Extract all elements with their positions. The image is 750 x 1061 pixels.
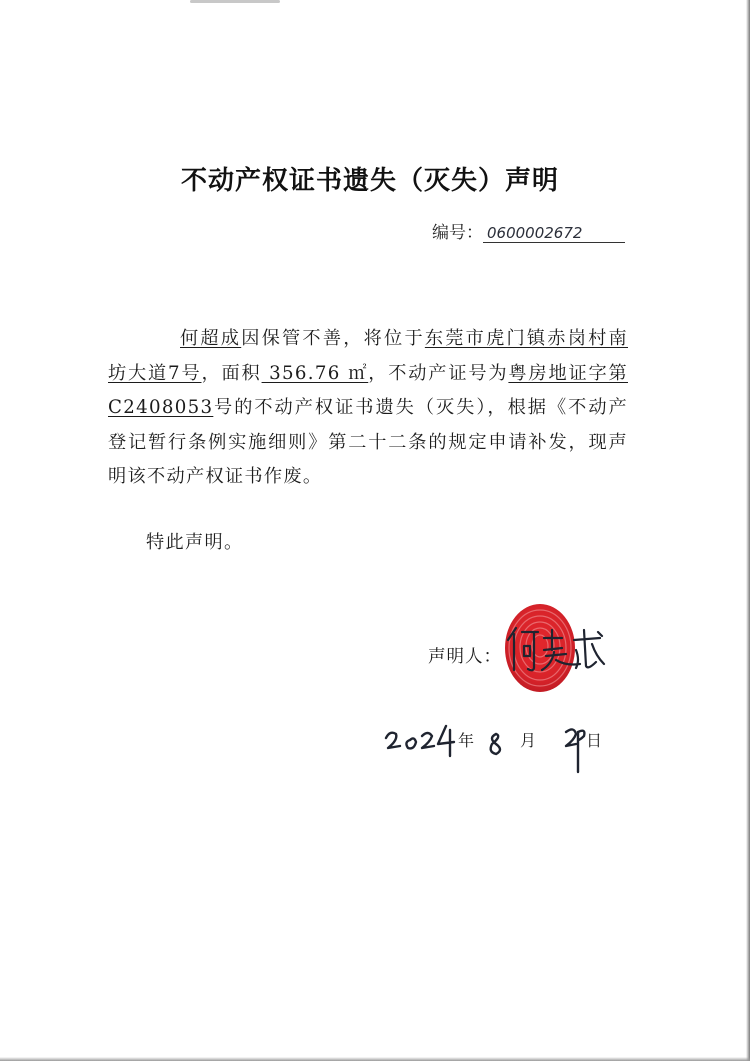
serial-value: 0600002672 [483, 224, 625, 243]
scan-edge-right [746, 0, 750, 1061]
body-segment-3: ，不动产证号为 [368, 362, 509, 384]
declarant-label: 声明人： [428, 647, 502, 667]
declaration-body [108, 322, 628, 495]
handwritten-signature [500, 618, 610, 678]
scan-edge-bottom [0, 1057, 750, 1061]
scan-smudge [190, 0, 280, 3]
certificate-number: 粤房地证字第C2408053 [108, 362, 628, 418]
body-segment-4: 号的不动产权证书遗失（灭失），根据《不动产登记暂行条例实施细则》第二十二条的规定申请补发，现声明该不动产权证书作废。 [108, 397, 628, 487]
date-month-char: 月 [520, 731, 537, 750]
date-year-char: 年 [458, 731, 475, 750]
body-segment-2: ，面积 [201, 362, 262, 384]
serial-number [432, 218, 625, 243]
property-address: 东莞市虎门镇赤岗村南坊大道7号 [108, 328, 628, 384]
closing-statement: 特此声明。 [146, 532, 244, 553]
owner-name: 何超成 [180, 328, 242, 349]
body-segment-1: 因保管不善，将位于 [241, 328, 425, 349]
property-area: 356.76 ㎡ [261, 362, 369, 384]
declaration-date [380, 712, 620, 782]
serial-label: 编号： [432, 223, 483, 243]
document-title: 不动产权证书遗失（灭失）声明 [180, 166, 559, 196]
handwritten-date [380, 712, 620, 782]
date-day-char: 日 [586, 731, 603, 750]
